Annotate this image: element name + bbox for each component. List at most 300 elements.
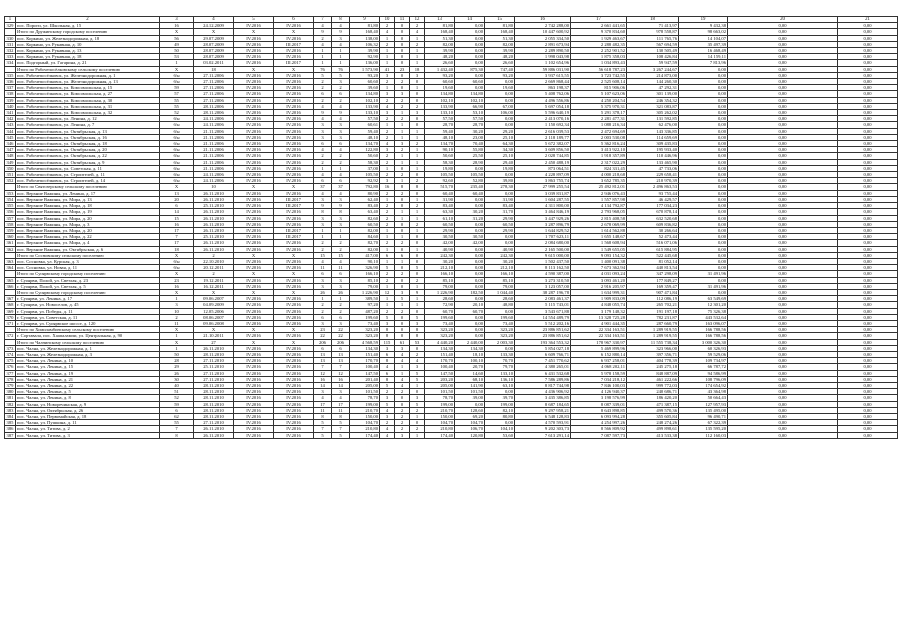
table-cell: 1 <box>160 333 194 339</box>
table-cell: 1 <box>410 48 425 54</box>
table-cell: 0,00 <box>838 277 898 283</box>
table-cell: 12 <box>314 370 332 376</box>
table-cell: 2 <box>380 190 395 196</box>
address-cell: пос. Рабочепосёлковск, ул. Октябрьская, д. 22 <box>16 153 160 159</box>
table-cell: X <box>274 271 314 277</box>
table-cell: X <box>274 252 314 258</box>
table-cell: 9 615 000,00 <box>515 252 571 258</box>
table-cell: 374 <box>5 351 16 357</box>
table-cell: 0,00 <box>679 221 728 227</box>
table-cell: 58,30 <box>350 159 380 165</box>
table-cell: 28.11.2010 <box>194 401 234 407</box>
table-cell: 7 087 597,73 <box>571 432 627 438</box>
table-cell: 0,00 <box>728 364 838 370</box>
table-cell: 6 <box>332 271 350 277</box>
table-cell: 323,20 <box>485 327 515 333</box>
table-cell: 443 532,64 <box>679 314 728 320</box>
column-number: 17 <box>571 17 627 23</box>
table-cell: 5 <box>410 314 425 320</box>
table-cell: 0,00 <box>728 296 838 302</box>
table-cell: 8 087 339,01 <box>571 401 627 407</box>
table-cell: 0,00 <box>455 265 485 271</box>
table-cell: 5 375 970,31 <box>571 103 627 109</box>
table-cell: 42,00 <box>455 240 485 246</box>
table-cell: 5 <box>395 296 410 302</box>
table-cell: 60,60 <box>350 79 380 85</box>
table-cell: 25,10 <box>485 134 515 140</box>
table-cell: 26,60 <box>485 60 515 66</box>
table-cell: 60,70 <box>455 308 485 314</box>
table-cell: 875,30 <box>455 66 485 72</box>
table-cell: 2 472 694,69 <box>571 128 627 134</box>
table-cell: 0,00 <box>728 35 838 41</box>
table-cell: 359 <box>5 227 16 233</box>
table-cell: 191 197,18 <box>627 308 679 314</box>
table-cell: 133,90 <box>425 103 455 109</box>
table-cell: 0,00 <box>485 308 515 314</box>
table-cell: 30,50 <box>425 234 455 240</box>
table-cell: 1 <box>410 35 425 41</box>
table-cell: 4 <box>332 395 350 401</box>
table-cell: IV.2016 <box>274 116 314 122</box>
column-number: 2 <box>16 17 160 23</box>
table-cell: 1 929 463,67 <box>571 35 627 41</box>
table-cell: 28.11.2010 <box>194 382 234 388</box>
table-cell: 2 793 968,05 <box>571 209 627 215</box>
address-cell: пос. Сосновка, ул. Новая, д. 11 <box>16 265 160 271</box>
table-cell: 81,80 <box>350 23 380 29</box>
table-cell: 4 <box>314 172 332 178</box>
table-cell: 9 <box>332 203 350 209</box>
table-cell: 19,80 <box>485 165 515 171</box>
table-cell: 199,60 <box>350 314 380 320</box>
table-cell: 3 937 615,55 <box>515 72 571 78</box>
table-cell: 57,50 <box>425 116 455 122</box>
table-cell: 815 906,06 <box>571 85 627 91</box>
table-cell: 1 088 216,34 <box>571 122 627 128</box>
table-cell: 461 222,66 <box>627 376 679 382</box>
table-cell: 102,10 <box>425 97 455 103</box>
table-cell: 166,10 <box>350 271 380 277</box>
table-cell: 1 <box>332 165 350 171</box>
table-cell: 1 289 919,55 <box>627 327 679 333</box>
table-cell: 1 <box>314 234 332 240</box>
table-cell: IV.2016 <box>274 246 314 252</box>
table-cell: 90,10 <box>425 147 455 153</box>
table-body <box>5 17 898 439</box>
table-cell: 0,00 <box>838 426 898 432</box>
table-cell: 29 <box>160 364 194 370</box>
table-cell: 0,00 <box>728 48 838 54</box>
table-cell: 28.11.2010 <box>194 414 234 420</box>
table-cell: 0,00 <box>455 333 485 339</box>
table-cell: 3 273 310,50 <box>515 277 571 283</box>
table-cell: 9 <box>332 110 350 116</box>
table-cell: 0,00 <box>728 23 838 29</box>
table-cell: 0,00 <box>838 252 898 258</box>
table-cell: IV.2016 <box>234 234 274 240</box>
table-cell: 14 <box>332 382 350 388</box>
table-cell: 93,20 <box>485 72 515 78</box>
table-cell: 8 <box>160 432 194 438</box>
table-cell: 0,00 <box>679 246 728 252</box>
column-number: 18 <box>627 17 679 23</box>
table-cell: III.2017 <box>274 60 314 66</box>
table-cell: 0,00 <box>838 283 898 289</box>
table-cell: 1 400 091,38 <box>571 258 627 264</box>
table-cell: 3 039 831,87 <box>515 190 571 196</box>
table-cell: 1 <box>410 215 425 221</box>
table-cell: 26 <box>160 370 194 376</box>
table-cell: IV.2016 <box>234 345 274 351</box>
table-cell: 0,00 <box>679 172 728 178</box>
table-cell: 0 <box>410 308 425 314</box>
table-cell: 136,00 <box>350 60 380 66</box>
table-cell: III.2017 <box>274 227 314 233</box>
table-cell: 3 <box>380 320 395 326</box>
table-cell: 1 <box>380 258 395 264</box>
table-cell: 4 848 055,74 <box>571 302 627 308</box>
table-cell: 2 <box>380 172 395 178</box>
table-cell: 3 000 326,30 <box>679 339 728 345</box>
table-cell: 78,70 <box>350 395 380 401</box>
table-cell: 342 <box>5 116 16 122</box>
table-cell: 6 <box>332 345 350 351</box>
table-cell: 0,00 <box>728 271 838 277</box>
table-cell: 2 <box>380 308 395 314</box>
table-cell: 0 <box>395 246 410 252</box>
table-cell: 379 <box>5 382 16 388</box>
table-cell: 6 093 994,28 <box>571 414 627 420</box>
table-cell: 2 <box>380 240 395 246</box>
table-cell: 08.06.2007 <box>194 314 234 320</box>
table-cell: 3 <box>380 414 395 420</box>
table-cell: 206 <box>332 339 350 345</box>
address-cell: г. Суоярви, ул. Новоселов, д. 45 <box>16 302 160 308</box>
table-cell: 907 471,84 <box>627 289 679 295</box>
table-cell: 168,40 <box>350 29 380 35</box>
table-cell: 20 <box>160 196 194 202</box>
table-cell: 330 <box>5 35 16 41</box>
table-cell: 26.11.2010 <box>194 426 234 432</box>
table-cell: 8 113 162,50 <box>515 265 571 271</box>
table-cell: IV.2016 <box>274 48 314 54</box>
address-cell: г. Суоярви, ул. Суоярвское шоссе, д. 120 <box>16 320 160 326</box>
table-cell: IV.2016 <box>274 258 314 264</box>
table-cell: 120,80 <box>455 432 485 438</box>
table-cell: 205,00 <box>425 382 455 388</box>
table-cell: 516 071,06 <box>627 240 679 246</box>
table-cell: 0,00 <box>728 234 838 240</box>
table-cell: 404 778,39 <box>627 358 679 364</box>
table-cell: 26.11.2010 <box>194 221 234 227</box>
column-number: 19 <box>679 17 728 23</box>
table-cell: 3 123 057,00 <box>515 283 571 289</box>
table-cell: 0,00 <box>728 85 838 91</box>
address-cell: пос. Верхние Важины, ул. Мира, д. 22 <box>16 234 160 240</box>
table-cell: 0,00 <box>485 420 515 426</box>
table-cell: 0,00 <box>838 382 898 388</box>
table-cell: 0,00 <box>838 103 898 109</box>
table-cell: 1 <box>410 153 425 159</box>
table-cell: 1 <box>332 48 350 54</box>
table-cell: 0,00 <box>455 283 485 289</box>
table-cell: 8 <box>410 327 425 333</box>
table-cell: 1 <box>380 48 395 54</box>
table-cell: 4 <box>380 364 395 370</box>
table-cell: 52,80 <box>455 178 485 184</box>
table-cell: б/н <box>160 116 194 122</box>
table-cell: 7 813,96 <box>679 60 728 66</box>
table-cell: 0 <box>395 29 410 35</box>
table-cell: 30,20 <box>455 128 485 134</box>
address-cell: г. Суоярви, Полой, ул. Светлая, д. 23 <box>16 277 160 283</box>
table-cell: X <box>160 29 194 35</box>
table-cell: 59 <box>160 85 194 91</box>
subtotal-label: Итого по Чалнинскому сельскому поселению <box>16 339 160 345</box>
table-cell: 6 <box>380 252 395 258</box>
table-cell: 2 <box>332 302 350 308</box>
table-cell: 4 126 940,37 <box>571 389 627 395</box>
table-cell: 2 <box>410 203 425 209</box>
table-cell: 150,00 <box>350 414 380 420</box>
table-cell: 193 364 553,32 <box>515 339 571 345</box>
table-cell: 38 287 196,78 <box>515 289 571 295</box>
table-cell: IV.2016 <box>234 420 274 426</box>
column-number: 8 <box>332 17 350 23</box>
table-cell: 29,90 <box>485 215 515 221</box>
table-cell: 235,40 <box>455 184 485 190</box>
table-cell: IV.2016 <box>274 240 314 246</box>
table-cell: 195 933,40 <box>627 147 679 153</box>
table-cell: 0,00 <box>728 358 838 364</box>
table-cell: 27.11.2006 <box>194 72 234 78</box>
table-cell: 3 <box>332 196 350 202</box>
table-cell: 55 <box>160 420 194 426</box>
table-cell: 79,00 <box>485 283 515 289</box>
table-cell: 22.10.2010 <box>194 258 234 264</box>
table-cell: 335 <box>5 72 16 78</box>
table-cell: 26,60 <box>425 60 455 66</box>
table-cell: 4 <box>332 258 350 264</box>
table-cell: 147,50 <box>425 370 455 376</box>
table-cell: 0,00 <box>838 308 898 314</box>
table-cell: IV.2016 <box>234 221 274 227</box>
table-cell: 11 <box>332 265 350 271</box>
table-cell: 4 <box>380 29 395 35</box>
table-cell: 26.11.2010 <box>194 246 234 252</box>
table-cell: 4 250 204,54 <box>571 97 627 103</box>
table-cell: 39,90 <box>350 48 380 54</box>
table-cell: 2 084 680,00 <box>515 240 571 246</box>
table-cell: 82,10 <box>485 407 515 413</box>
table-cell: б/н <box>160 265 194 271</box>
table-cell: 0,00 <box>838 134 898 140</box>
table-cell: 28.07.2009 <box>194 41 234 47</box>
table-cell: 3 435 386,85 <box>515 395 571 401</box>
table-cell: 4 <box>314 23 332 29</box>
table-cell: 66 787,72 <box>679 364 728 370</box>
table-cell: 440 813,54 <box>627 265 679 271</box>
table-cell: 2 413 070,16 <box>515 116 571 122</box>
table-cell: 6 <box>314 141 332 147</box>
table-cell: 0,00 <box>679 97 728 103</box>
table-cell: 47 292,31 <box>627 85 679 91</box>
table-cell: III.2017 <box>274 196 314 202</box>
table-cell: 3 198 576,99 <box>571 395 627 401</box>
address-cell: пос. Верхние Важины, ул. Мира, д. 4 <box>16 240 160 246</box>
table-cell: 21.11.2006 <box>194 165 234 171</box>
address-cell: пос. Верхние Важины, ул. Октябрьская, д. 6 <box>16 246 160 252</box>
table-cell: 3 464 846,19 <box>515 209 571 215</box>
table-cell: 1 <box>395 215 410 221</box>
table-cell: IV.2016 <box>274 420 314 426</box>
table-cell: 174,40 <box>425 432 455 438</box>
table-cell: IV.2016 <box>234 389 274 395</box>
table-cell: 31,20 <box>455 215 485 221</box>
table-cell: 5 596 640,19 <box>515 110 571 116</box>
table-cell: 5 <box>332 420 350 426</box>
table-cell: 380 <box>5 389 16 395</box>
table-cell: X <box>274 339 314 345</box>
table-cell: 8 <box>380 333 395 339</box>
table-cell: IV.2016 <box>274 147 314 153</box>
table-cell: 0,00 <box>455 48 485 54</box>
table-cell: 100,40 <box>350 364 380 370</box>
table-cell: 5 854 027,18 <box>515 345 571 351</box>
table-cell: 4 <box>380 103 395 109</box>
table-cell: б/н <box>160 258 194 264</box>
table-cell: 8 <box>332 209 350 215</box>
table-cell: 49 <box>160 41 194 47</box>
table-cell: 369 <box>5 308 16 314</box>
table-cell: 0,00 <box>455 72 485 78</box>
table-cell: 1 <box>380 296 395 302</box>
table-cell: 0,00 <box>838 302 898 308</box>
table-cell: 55 <box>160 103 194 109</box>
table-cell: 615 884,95 <box>627 246 679 252</box>
address-cell: пос. Рабочепосёлковск, ул. Комсомольская, д. 27 <box>16 91 160 97</box>
table-cell: 1 <box>395 128 410 134</box>
table-cell: 59,40 <box>350 128 380 134</box>
table-cell: 79,00 <box>350 283 380 289</box>
table-cell: 0,00 <box>455 258 485 264</box>
table-cell: 4 568,59 <box>350 339 380 345</box>
table-cell: 59 529,06 <box>679 351 728 357</box>
table-cell: 4 <box>314 395 332 401</box>
table-cell: 0,00 <box>455 221 485 227</box>
table-cell: IV.2016 <box>234 320 274 326</box>
table-cell: 0,00 <box>838 215 898 221</box>
table-cell: 0,00 <box>838 289 898 295</box>
table-cell: 4 <box>332 147 350 153</box>
column-number: 16 <box>515 17 571 23</box>
table-cell: 0,00 <box>485 116 515 122</box>
table-cell: IV.2016 <box>274 79 314 85</box>
table-cell: 8 <box>380 327 395 333</box>
table-cell: 2 <box>395 172 410 178</box>
table-cell: 6 <box>160 203 194 209</box>
table-cell: 377 <box>5 370 16 376</box>
table-cell: 0,00 <box>838 23 898 29</box>
table-cell: 1 <box>395 110 410 116</box>
table-cell: 27 999 255,54 <box>515 184 571 190</box>
table-cell: 03.02.2011 <box>194 60 234 66</box>
address-cell: пос. Чална, ул. Ленина, д. 10 <box>16 358 160 364</box>
table-cell: 0,00 <box>485 172 515 178</box>
table-cell: 352 <box>5 178 16 184</box>
table-cell: 2 496 863,53 <box>627 184 679 190</box>
table-cell: 7 <box>160 234 194 240</box>
table-cell: 323,20 <box>350 333 380 339</box>
table-cell: 26.11.2010 <box>194 240 234 246</box>
table-cell: 51,30 <box>425 35 455 41</box>
table-cell: 2 525 608,14 <box>571 79 627 85</box>
table-cell: 0 <box>395 283 410 289</box>
table-cell: 0,00 <box>728 209 838 215</box>
table-cell: 3 <box>380 345 395 351</box>
table-cell: IV.2016 <box>274 308 314 314</box>
table-cell: 39,60 <box>350 85 380 91</box>
table-cell: 1 <box>380 35 395 41</box>
table-cell: 4 <box>395 351 410 357</box>
table-cell: 27.11.2010 <box>194 420 234 426</box>
table-cell: 25,10 <box>485 153 515 159</box>
table-cell: 2 <box>194 271 234 277</box>
table-cell: 0,00 <box>838 79 898 85</box>
table-cell: 47 733,06 <box>627 165 679 171</box>
table-cell: IV.2016 <box>274 134 314 140</box>
table-cell: 5 291 378,17 <box>571 110 627 116</box>
table-cell: 50 664,43 <box>679 395 728 401</box>
table-cell: 389,50 <box>350 296 380 302</box>
table-cell: 2 <box>410 426 425 432</box>
table-cell: 522 445,68 <box>627 252 679 258</box>
table-cell: 6 548 128,83 <box>515 414 571 420</box>
table-cell: 1 <box>314 165 332 171</box>
table-cell: 8 <box>314 414 332 420</box>
table-cell: 48,10 <box>350 134 380 140</box>
table-cell: 0 <box>395 165 410 171</box>
table-cell: 138,00 <box>350 35 380 41</box>
table-cell: 9 297 958,21 <box>515 407 571 413</box>
table-cell: 0 <box>395 265 410 271</box>
table-cell: 323,20 <box>350 327 380 333</box>
table-cell: б/н <box>160 79 194 85</box>
table-cell: IV.2016 <box>234 54 274 60</box>
table-cell: 375 <box>5 358 16 364</box>
table-cell: IV.2016 <box>234 395 274 401</box>
table-cell: 2 <box>332 97 350 103</box>
table-cell: IV.2016 <box>274 165 314 171</box>
table-cell: X <box>160 271 194 277</box>
table-cell: 21.11.2006 <box>194 134 234 140</box>
table-cell: б/н <box>160 165 194 171</box>
table-cell: 2 815 408,58 <box>571 215 627 221</box>
table-cell: IV.2016 <box>274 122 314 128</box>
table-cell: 345 <box>5 134 16 140</box>
table-cell: 0,00 <box>838 190 898 196</box>
table-cell: 1 <box>380 227 395 233</box>
table-cell: IV.2016 <box>274 382 314 388</box>
table-cell: 0,00 <box>728 128 838 134</box>
table-cell: 4 590 387,00 <box>515 271 571 277</box>
table-cell: 0 <box>395 203 410 209</box>
table-cell: 0,00 <box>838 159 898 165</box>
table-cell: 0,00 <box>679 190 728 196</box>
table-cell: 0 <box>410 389 425 395</box>
address-cell: пос. Чална, ул. Новоречинская, д. 9 <box>16 401 160 407</box>
